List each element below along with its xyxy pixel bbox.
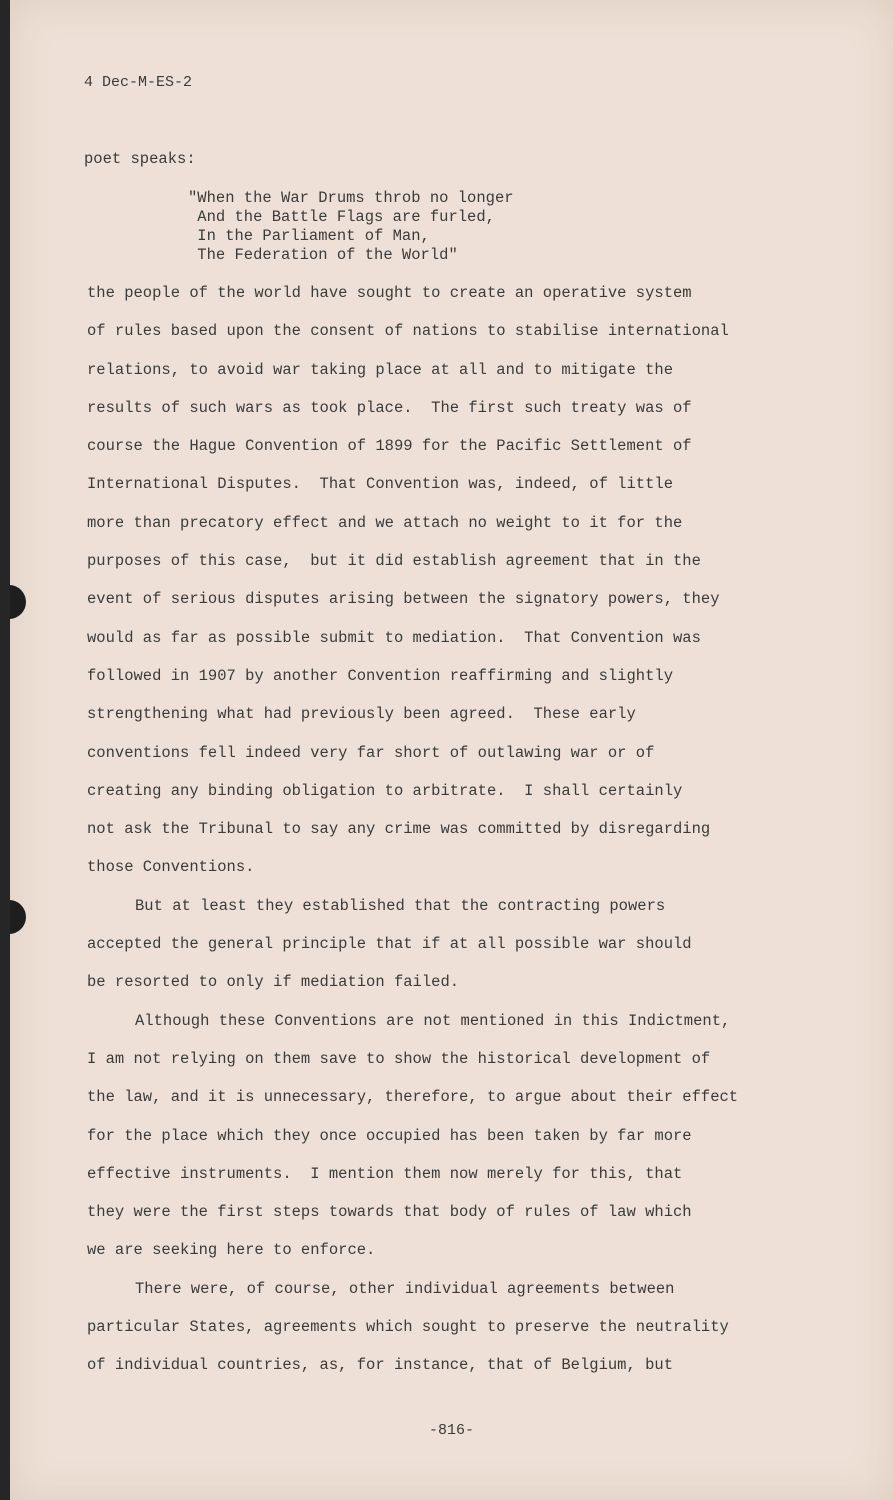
poem-line: "When the War Drums throb no longer — [188, 189, 514, 207]
text-line: we are seeking here to enforce. — [87, 1241, 376, 1260]
text-line: relations, to avoid war taking place at all and to mitigate the — [87, 360, 673, 379]
text-line: the people of the world have sought to create an operative system — [87, 284, 692, 302]
poem-line: And the Battle Flags are furled, — [188, 208, 495, 226]
text-line: of rules based upon the consent of nations to stabilise international — [87, 322, 729, 341]
text-line: would as far as possible submit to mediation. That Convention was — [87, 628, 701, 647]
text-line: results of such wars as took place. The first such treaty was of — [87, 398, 692, 417]
text-line: purposes of this case, but it did establish agreement that in the — [87, 552, 701, 571]
text-line: event of serious disputes arising between the signatory powers, they — [87, 590, 720, 609]
text-line: more than precatory effect and we attach no weight to it for the — [87, 513, 683, 532]
paragraph-start-line: There were, of course, other individual agreements between — [135, 1279, 675, 1298]
intro-line: poet speaks: — [84, 150, 196, 168]
body-text — [87, 280, 787, 1391]
document-page — [10, 0, 893, 1500]
page-number: -816- — [428, 1422, 474, 1439]
poem-quote — [188, 189, 514, 265]
punch-hole — [10, 585, 26, 619]
paragraph-start-line: Although these Conventions are not mentioned in this Indictment, — [135, 1011, 731, 1030]
text-line: for the place which they once occupied has been taken by far more — [87, 1126, 692, 1145]
punch-hole — [10, 900, 26, 934]
text-line: strengthening what had previously been agreed. These early — [87, 705, 636, 724]
text-line: International Disputes. That Convention was, indeed, of little — [87, 475, 673, 494]
poem-line: The Federation of the World" — [188, 246, 458, 264]
text-line: effective instruments. I mention them now merely for this, that — [87, 1164, 683, 1183]
paragraph-start-line: But at least they established that the contracting powers — [135, 896, 666, 915]
text-line: followed in 1907 by another Convention reaffirming and slightly — [87, 666, 673, 685]
text-line: I am not relying on them save to show the historical development of — [87, 1049, 711, 1068]
document-id: 4 Dec-M-ES-2 — [84, 74, 193, 91]
text-line: course the Hague Convention of 1899 for the Pacific Settlement of — [87, 437, 692, 456]
text-line: they were the first steps towards that body of rules of law which — [87, 1203, 692, 1222]
text-line: the law, and it is unnecessary, therefore, to argue about their effect — [87, 1088, 739, 1107]
text-line: of individual countries, as, for instance, that of Belgium, but — [87, 1356, 673, 1375]
text-line: particular States, agreements which sought to preserve the neutrality — [87, 1318, 729, 1337]
text-line: conventions fell indeed very far short of outlawing war or of — [87, 743, 655, 762]
text-line: creating any binding obligation to arbitrate. I shall certainly — [87, 781, 683, 800]
text-line: those Conventions. — [87, 858, 255, 877]
poem-line: In the Parliament of Man, — [188, 227, 430, 245]
text-line: accepted the general principle that if at all possible war should — [87, 935, 692, 954]
text-line: be resorted to only if mediation failed. — [87, 973, 460, 992]
text-line: not ask the Tribunal to say any crime was committed by disregarding — [87, 820, 711, 839]
